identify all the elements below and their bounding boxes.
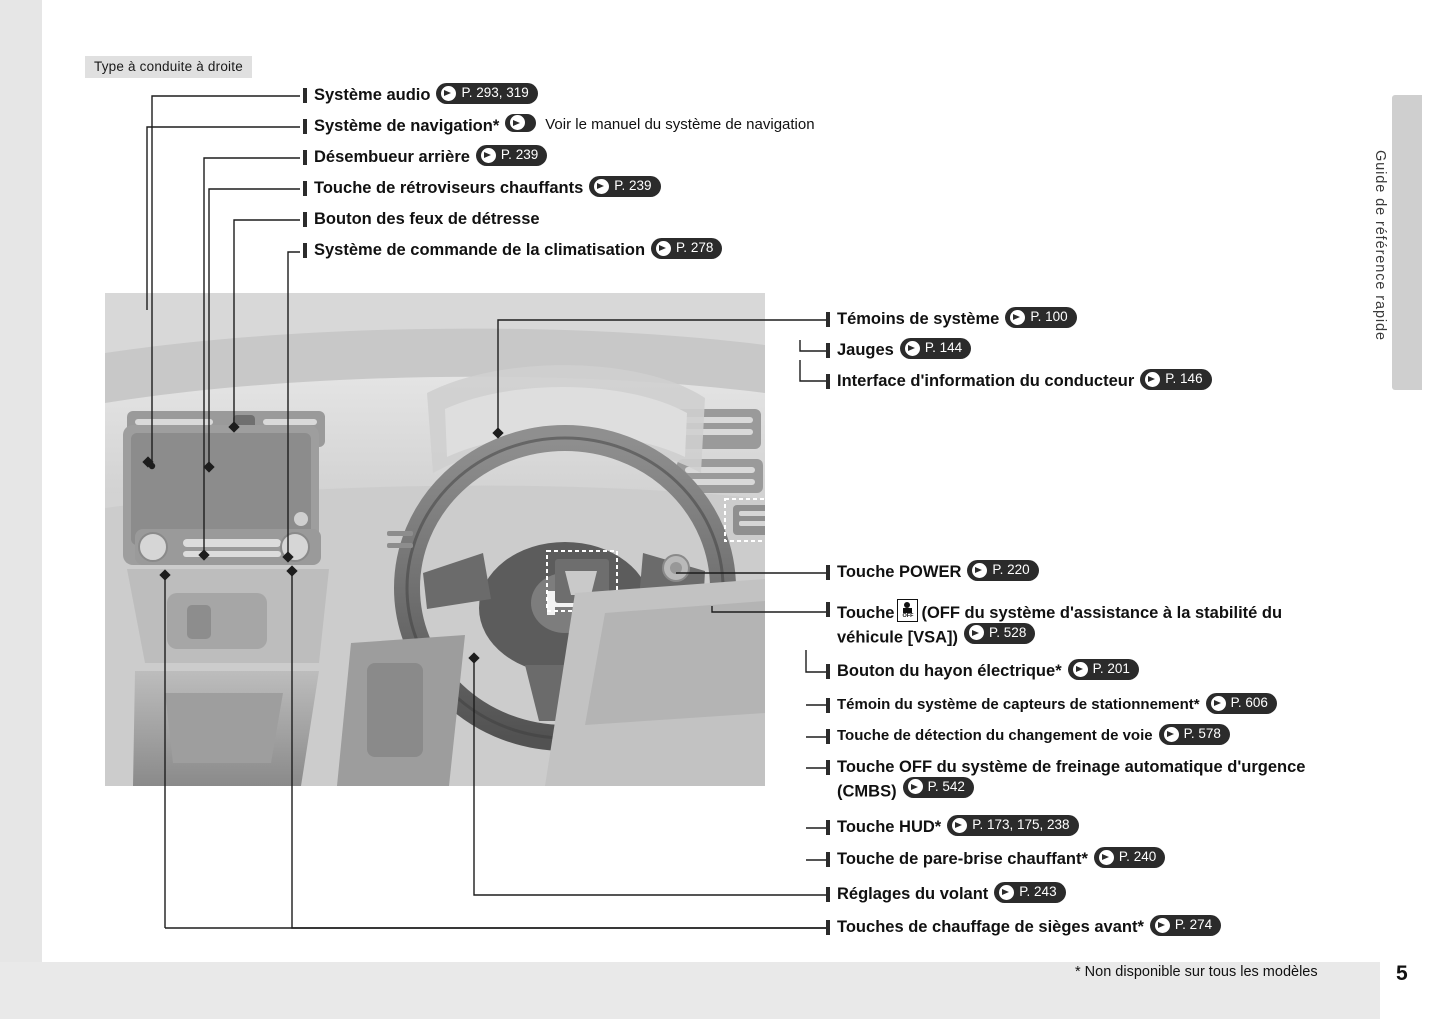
page-ref-label: P. 201 [1092, 661, 1130, 676]
page-ref-pill[interactable] [964, 623, 1035, 644]
callout-note: Voir le manuel du système de navigation [545, 116, 815, 133]
page-ref-pill[interactable] [903, 777, 974, 798]
callout-chauffage-sieges-avant [826, 917, 1221, 939]
callout-label: Bouton du hayon électrique [837, 662, 1056, 680]
arrow-icon [481, 148, 496, 163]
callout-label: Témoin du système de capteurs de stationnement [837, 696, 1194, 713]
asterisk-marker: * [1081, 850, 1088, 868]
callout-label: Désembueur arrière [314, 148, 470, 166]
callout-bar [303, 212, 307, 227]
page-ref-label: P. 606 [1230, 695, 1268, 710]
page-ref-pill[interactable] [1140, 369, 1211, 390]
callout-reglages-volant [826, 884, 1066, 906]
page-ref-label: P. 293, 319 [461, 85, 529, 100]
callout-bar [826, 664, 830, 679]
arrow-icon [441, 86, 456, 101]
page-ref-label: P. 240 [1118, 849, 1157, 864]
page-ref-pill[interactable] [436, 83, 537, 104]
arrow-icon [1155, 918, 1170, 933]
callout-temoin-capteurs-stationnement [826, 695, 1277, 716]
arrow-icon [969, 625, 984, 640]
callout-label-suffix: (OFF du système d'assistance à la stabilité du véhicule [VSA]) [837, 604, 1283, 647]
callout-label-prefix: Touche [837, 604, 895, 622]
page-ref-label: P. 239 [614, 178, 652, 193]
asterisk-marker: * [492, 117, 500, 135]
page-ref-label: P. 100 [1030, 309, 1068, 324]
side-tab [1392, 95, 1422, 390]
vsa-off-icon [897, 599, 918, 622]
page-ref-pill[interactable] [994, 882, 1065, 903]
arrow-icon [1145, 372, 1160, 387]
callout-touche-vsa-off [826, 599, 1346, 649]
arrow-icon [999, 885, 1014, 900]
callout-label: Bouton des feux de détresse [314, 210, 540, 228]
callout-bar [303, 88, 307, 103]
left-margin [0, 0, 42, 1019]
callout-bar [826, 760, 830, 775]
page-ref-pill[interactable] [1159, 724, 1230, 745]
page-ref-label: P. 274 [1174, 917, 1213, 932]
callout-bar [303, 119, 307, 134]
arrow-icon [952, 818, 967, 833]
page-ref-pill[interactable] [1005, 307, 1076, 328]
callout-bar [303, 150, 307, 165]
callout-pare-brise-chauffant [826, 849, 1165, 871]
asterisk-marker: * [934, 818, 942, 836]
callout-bar [826, 312, 830, 327]
callout-bar [303, 181, 307, 196]
callout-interface-information-conducteur [826, 371, 1212, 393]
callout-label: Interface d'information du conducteur [837, 372, 1135, 390]
arrow-icon [1164, 727, 1179, 742]
callout-label: Touche OFF du système de freinage automatique d'urgence (CMBS) [837, 758, 1306, 801]
callout-systeme-navigation [303, 116, 815, 138]
page-ref-pill[interactable] [1206, 693, 1277, 714]
page-ref-label: P. 578 [1183, 726, 1221, 741]
callout-bouton-hayon-electrique [826, 661, 1139, 683]
arrow-icon [1211, 696, 1226, 711]
callout-touche-power [826, 562, 1039, 584]
page-ref-label: P. 146 [1165, 371, 1203, 386]
arrow-icon [510, 115, 525, 130]
callout-jauges [826, 340, 971, 362]
callout-touche-hud [826, 817, 1079, 839]
page-ref-label: P. 243 [1019, 884, 1057, 899]
page-ref-pill[interactable] [505, 114, 536, 132]
callout-label: Réglages du volant [837, 885, 989, 903]
page-ref-pill[interactable] [651, 238, 722, 259]
callout-cmbs-off [826, 757, 1366, 803]
callout-temoins-systeme [826, 309, 1077, 331]
page-number: 5 [1396, 962, 1408, 985]
page-ref-label: P. 239 [500, 147, 539, 162]
callout-bar [826, 374, 830, 389]
callout-label: Touche de pare-brise chauffant [837, 850, 1082, 868]
page-ref-label: P. 542 [927, 778, 965, 794]
callout-bar [826, 729, 830, 744]
callout-bar [826, 343, 830, 358]
page-ref-pill[interactable] [900, 338, 971, 359]
page-ref-label: P. 144 [924, 340, 963, 355]
callout-label: Système de navigation [314, 117, 493, 135]
callout-systeme-audio [303, 85, 538, 107]
callout-feux-de-detresse [303, 209, 540, 231]
page-ref-pill[interactable] [1068, 659, 1139, 680]
callout-label: Témoins de système [837, 310, 1000, 328]
callout-bar [826, 698, 830, 713]
page-ref-pill[interactable] [1150, 915, 1221, 936]
callout-label: Touche HUD [837, 818, 935, 836]
arrow-icon [656, 241, 671, 256]
callout-retroviseurs-chauffants [303, 178, 661, 200]
type-badge: Type à conduite à droite [85, 56, 252, 78]
callout-bar [826, 565, 830, 580]
page-ref-pill[interactable] [1094, 847, 1165, 868]
arrow-icon [908, 779, 923, 794]
page-ref-label: P. 528 [989, 624, 1027, 640]
footnote: * Non disponible sur tous les modèles [1075, 964, 1318, 980]
arrow-icon [1099, 850, 1114, 865]
arrow-icon [594, 179, 609, 194]
callout-desembueur-arriere [303, 147, 547, 169]
callout-bar [826, 887, 830, 902]
asterisk-marker: * [1193, 696, 1200, 713]
side-tab-label: Guide de référence rapide [1372, 150, 1388, 341]
arrow-icon [905, 341, 920, 356]
asterisk-marker: * [1055, 662, 1062, 680]
callout-label: Système audio [314, 86, 431, 104]
callout-label: Touche POWER [837, 563, 962, 581]
arrow-icon [1010, 310, 1025, 325]
callout-commande-climatisation [303, 240, 722, 262]
page-ref-pill[interactable] [947, 815, 1078, 836]
callout-label: Touches de chauffage de sièges avant [837, 918, 1138, 936]
callout-bar [826, 920, 830, 935]
callout-detection-changement-voie [826, 726, 1230, 747]
callout-bar [826, 602, 830, 617]
arrow-icon [972, 563, 987, 578]
page-ref-label: P. 173, 175, 238 [972, 817, 1070, 832]
callout-label: Touche de détection du changement de voie [837, 727, 1153, 744]
callout-label: Touche de rétroviseurs chauffants [314, 179, 584, 197]
page-ref-pill[interactable] [476, 145, 547, 166]
arrow-icon [1073, 662, 1088, 677]
callout-bar [826, 852, 830, 867]
page-ref-label: P. 220 [992, 562, 1030, 577]
page-ref-pill[interactable] [589, 176, 660, 197]
callout-bar [303, 243, 307, 258]
asterisk-marker: * [1137, 918, 1144, 936]
page-ref-label: P. 278 [676, 240, 714, 255]
callout-label: Jauges [837, 341, 894, 359]
dashboard-illustration [105, 293, 765, 786]
page-ref-pill[interactable] [967, 560, 1038, 581]
callout-bar [826, 820, 830, 835]
callout-label: Système de commande de la climatisation [314, 241, 646, 259]
